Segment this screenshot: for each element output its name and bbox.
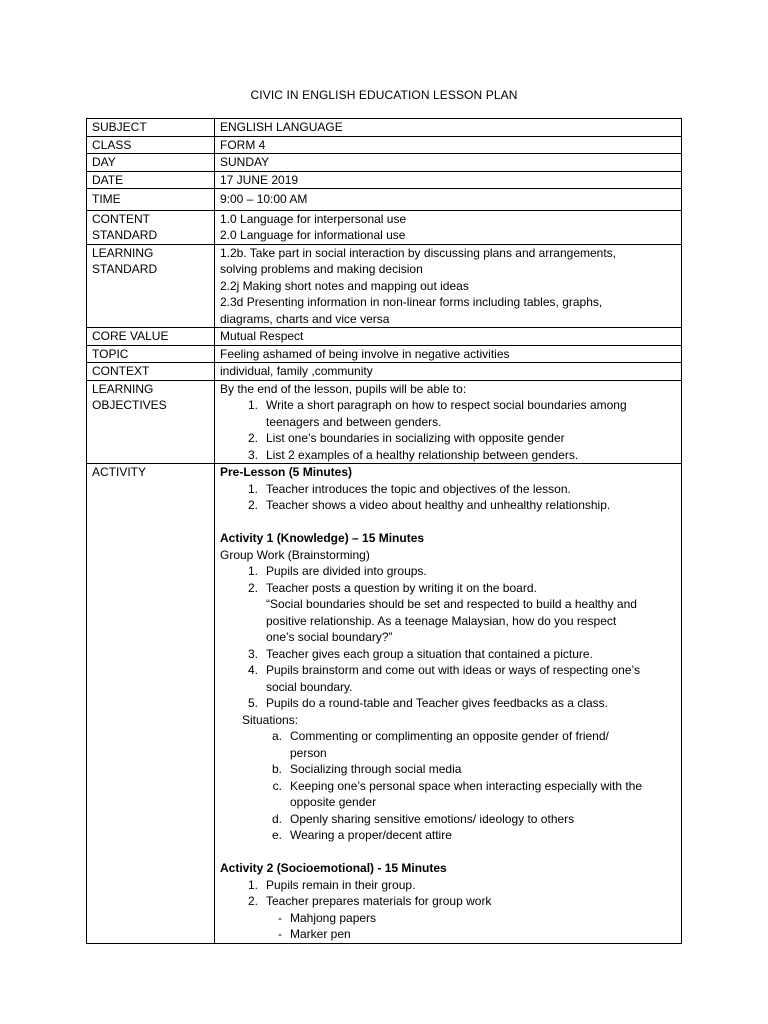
row-value: individual, family ,community: [215, 363, 682, 381]
label-line: LEARNING: [92, 381, 154, 396]
text-line: Teacher posts a question by writing it on the board.: [266, 580, 537, 595]
table-row-day: [87, 154, 682, 172]
lesson-plan-table: [86, 118, 682, 944]
list-number: b.: [271, 762, 282, 776]
table-row-core-value: [87, 328, 682, 346]
table-row-context: [87, 363, 682, 381]
table-row-learning-standard: [87, 244, 682, 328]
row-label: TIME: [87, 189, 215, 211]
list-item: [220, 877, 676, 894]
list-text: [290, 811, 676, 828]
text-line: Marker pen: [290, 927, 351, 941]
table-row-learning-objectives: [87, 380, 682, 464]
list-item: [220, 926, 676, 943]
list-item: [220, 728, 676, 761]
text-line: Pupils are divided into groups.: [266, 564, 427, 578]
list-item: [220, 563, 676, 580]
list-item: [220, 662, 676, 695]
list-text: List 2 examples of a healthy relationship between genders.: [266, 447, 579, 462]
list-text: [290, 827, 676, 844]
activity1-subheading: Group Work (Brainstorming): [220, 547, 370, 562]
list-text: [266, 580, 676, 646]
text-line: Pupils brainstorm and come out with ideas or ways of respecting one’s: [266, 663, 640, 677]
list-number: 2.: [247, 431, 258, 445]
text-line: Keeping one’s personal space when interacting especially with the: [290, 778, 643, 793]
list-item: [220, 397, 676, 430]
label-line: STANDARD: [92, 262, 158, 276]
list-text: [290, 910, 676, 927]
row-value: 9:00 – 10:00 AM: [215, 189, 682, 211]
activity1-heading: Activity 1 (Knowledge) – 15 Minutes: [220, 531, 425, 545]
list-number: -: [278, 910, 282, 925]
text-line: 2.0 Language for informational use: [220, 228, 406, 242]
row-label: [87, 210, 215, 244]
text-line: Pupils do a round-table and Teacher gives feedbacks as a class.: [266, 696, 608, 710]
label-line: LEARNING: [92, 245, 154, 260]
list-text: [266, 646, 676, 663]
text-line: Teacher gives each group a situation that contained a picture.: [266, 646, 593, 661]
table-row-time: [87, 189, 682, 211]
activity2-heading: Activity 2 (Socioemotional) - 15 Minutes: [220, 861, 447, 875]
text-line: Teacher prepares materials for group work: [266, 894, 492, 908]
row-label: CONTEXT: [87, 363, 215, 381]
list-number: d.: [271, 811, 282, 826]
row-value: Feeling ashamed of being involve in negative activities: [215, 345, 682, 363]
row-label: ACTIVITY: [87, 464, 215, 944]
table-row-topic: [87, 345, 682, 363]
label-line: STANDARD: [92, 228, 158, 242]
row-value: [215, 210, 682, 244]
list-item: [220, 481, 676, 498]
list-item: [220, 827, 676, 844]
text-line: solving problems and making decision: [220, 262, 423, 276]
list-number: 2.: [247, 580, 258, 595]
row-label: DATE: [87, 171, 215, 189]
list-number: 1.: [247, 564, 258, 578]
text-line: Teacher introduces the topic and objectives of the lesson.: [266, 481, 571, 496]
text-line: Openly sharing sensitive emotions/ ideology to others: [290, 811, 575, 826]
text-line: diagrams, charts and vice versa: [220, 311, 390, 326]
text-line: opposite gender: [290, 795, 377, 809]
row-value: FORM 4: [215, 136, 682, 154]
text-line: social boundary.: [266, 679, 353, 694]
list-text: [266, 563, 676, 580]
list-item: [220, 893, 676, 910]
list-text: [266, 893, 676, 910]
row-value: ENGLISH LANGUAGE: [215, 119, 682, 137]
text-line: positive relationship. As a teenage Malaysian, how do you respect: [266, 613, 617, 628]
list-text: [266, 397, 676, 430]
list-number: 1.: [247, 398, 258, 412]
activity2-list: [220, 877, 676, 910]
page-title: CIVIC IN ENGLISH EDUCATION LESSON PLAN: [250, 88, 518, 102]
list-number: 4.: [247, 663, 258, 677]
list-number: 1.: [247, 481, 258, 496]
list-item: [220, 695, 676, 712]
table-row-activity: [87, 464, 682, 944]
situations-label: Situations:: [242, 712, 299, 727]
list-text: [266, 877, 676, 894]
list-text: [266, 481, 676, 498]
list-number: c.: [272, 778, 282, 793]
text-line: teenagers and between genders.: [266, 414, 442, 429]
table-row-subject: [87, 119, 682, 137]
materials-list: [220, 910, 676, 943]
list-text: List one’s boundaries in socializing with opposite gender: [266, 431, 565, 445]
objectives-intro: By the end of the lesson, pupils will be able to:: [220, 381, 467, 396]
list-item: [220, 497, 676, 514]
table-row-class: [87, 136, 682, 154]
list-item: [220, 811, 676, 828]
table-row-content-standard: [87, 210, 682, 244]
list-number: 3.: [247, 646, 258, 661]
list-text: [266, 497, 676, 514]
text-line: person: [290, 745, 327, 760]
row-value: [215, 464, 682, 944]
table-row-date: [87, 171, 682, 189]
text-line: 2.3d Presenting information in non-linear forms including tables, graphs,: [220, 295, 603, 309]
list-number: 5.: [247, 696, 258, 710]
row-label: CLASS: [87, 136, 215, 154]
situations-list: [220, 728, 676, 844]
list-number: 1.: [247, 877, 258, 892]
row-label: CORE VALUE: [87, 328, 215, 346]
list-item: [220, 778, 676, 811]
list-item: [220, 430, 676, 447]
text-line: Socializing through social media: [290, 762, 462, 776]
pre-lesson-heading: Pre-Lesson (5 Minutes): [220, 465, 353, 479]
list-number: 2.: [247, 498, 258, 512]
label-line: OBJECTIVES: [92, 398, 167, 412]
text-line: “Social boundaries should be set and respected to build a healthy and: [266, 597, 637, 611]
row-value: [215, 244, 682, 328]
row-label: DAY: [87, 154, 215, 172]
list-text: [290, 926, 676, 943]
activity1-list: [220, 563, 676, 712]
list-item: [220, 910, 676, 927]
spacer: [220, 844, 676, 861]
list-item: [220, 447, 676, 464]
text-line: 1.0 Language for interpersonal use: [220, 211, 407, 226]
row-value: 17 JUNE 2019: [215, 171, 682, 189]
label-line: CONTENT: [92, 211, 150, 226]
list-text: [290, 728, 676, 761]
list-item: [220, 761, 676, 778]
list-text: [266, 695, 676, 712]
text-line: Commenting or complimenting an opposite gender of friend/: [290, 729, 609, 743]
list-number: 3.: [247, 447, 258, 462]
list-number: e.: [271, 828, 282, 842]
list-item: [220, 646, 676, 663]
text-line: Mahjong papers: [290, 910, 377, 925]
list-item: [220, 580, 676, 646]
text-line: Write a short paragraph on how to respect social boundaries among: [266, 398, 627, 412]
row-label: [87, 380, 215, 464]
row-label: TOPIC: [87, 345, 215, 363]
row-label: [87, 244, 215, 328]
row-value: Mutual Respect: [215, 328, 682, 346]
text-line: one’s social boundary?”: [266, 630, 393, 644]
row-label: SUBJECT: [87, 119, 215, 137]
text-line: Wearing a proper/decent attire: [290, 828, 452, 842]
list-number: a.: [271, 729, 282, 743]
text-line: Pupils remain in their group.: [266, 877, 416, 892]
row-value: SUNDAY: [215, 154, 682, 172]
list-text: [290, 761, 676, 778]
spacer: [220, 514, 676, 531]
text-line: 1.2b. Take part in social interaction by discussing plans and arrangements,: [220, 245, 617, 260]
list-number: 2.: [247, 894, 258, 908]
list-number: -: [278, 927, 282, 941]
row-value: [215, 380, 682, 464]
list-text: [290, 778, 676, 811]
list-text: [266, 662, 676, 695]
text-line: Teacher shows a video about healthy and unhealthy relationship.: [266, 498, 611, 512]
pre-lesson-list: [220, 481, 676, 514]
text-line: 2.2j Making short notes and mapping out ideas: [220, 278, 469, 293]
